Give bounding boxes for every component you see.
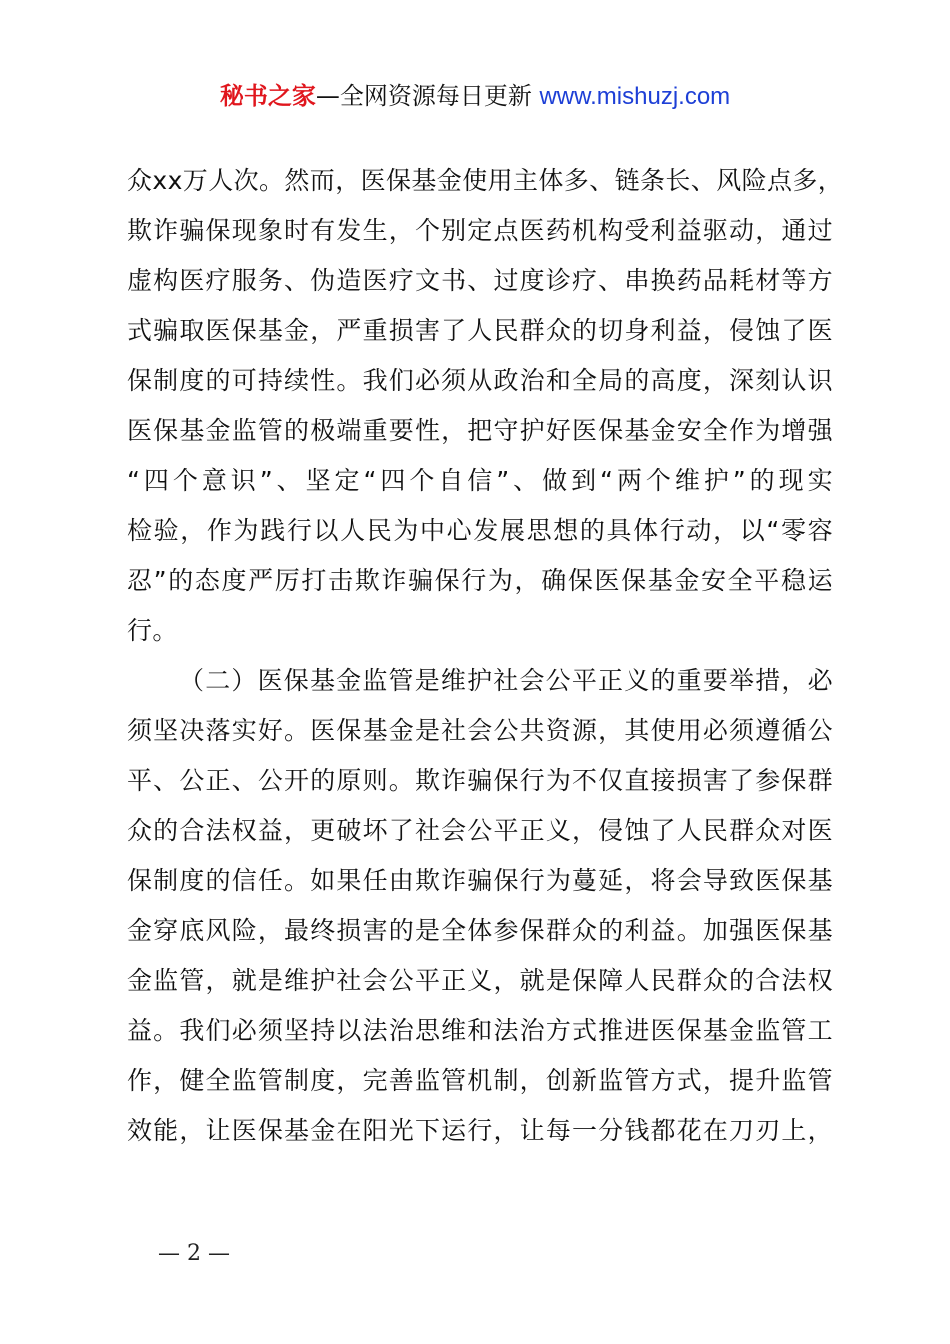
text-line: “四个意识”、坚定“四个自信”、做到“两个维护”的现实 [127,466,833,495]
header-brand: 秘书之家 [219,82,316,110]
text-line: 须坚决落实好。医保基金是社会公共资源，其使用必须遵循公 [127,716,833,745]
text-line: 保制度的可持续性。我们必须从政治和全局的高度，深刻认识 [127,366,833,395]
text-line: 金穿底风险，最终损害的是全体参保群众的利益。加强医保基 [127,916,833,945]
page-header [0,78,950,115]
text-line: 欺诈骗保现象时有发生，个别定点医药机构受利益驱动，通过 [127,216,833,245]
text-line: 检验，作为践行以人民为中心发展思想的具体行动，以“零容 [127,516,833,545]
text-line: 众的合法权益，更破坏了社会公平正义，侵蚀了人民群众对医 [127,816,833,845]
text-line: 保制度的信任。如果任由欺诈骗保行为蔓延，将会导致医保基 [127,866,833,895]
text-line: 医保基金监管的极端重要性，把守护好医保基金安全作为增强 [127,416,833,445]
text-line: 作，健全监管制度，完善监管机制，创新监管方式，提升监管 [127,1066,833,1095]
text-line: 众xx万人次。然而，医保基金使用主体多、链条长、风险点多， [127,166,844,195]
document-body [127,156,844,1156]
text-line: 金监管，就是维护社会公平正义，就是保障人民群众的合法权 [127,966,833,995]
text-line: 平、公正、公开的原则。欺诈骗保行为不仅直接损害了参保群 [127,766,833,795]
text-line: 行。 [127,616,178,645]
text-line: 式骗取医保基金，严重损害了人民群众的切身利益，侵蚀了医 [127,316,833,345]
page-number: — 2 — [158,1241,230,1266]
text-line: 忍”的态度严厉打击欺诈骗保行为，确保医保基金安全平稳运 [127,566,833,595]
text-line: （二）医保基金监管是维护社会公平正义的重要举措，必 [179,666,833,695]
header-site-url: www.mishuzj.com [539,83,731,110]
text-line: 效能，让医保基金在阳光下运行，让每一分钱都花在刀刃上， [127,1116,833,1145]
text-line: 虚构医疗服务、伪造医疗文书、过度诊疗、串换药品耗材等方 [127,266,833,295]
header-slogan: —全网资源每日更新 [315,82,532,110]
text-line: 益。我们必须坚持以法治思维和法治方式推进医保基金监管工 [127,1016,833,1045]
